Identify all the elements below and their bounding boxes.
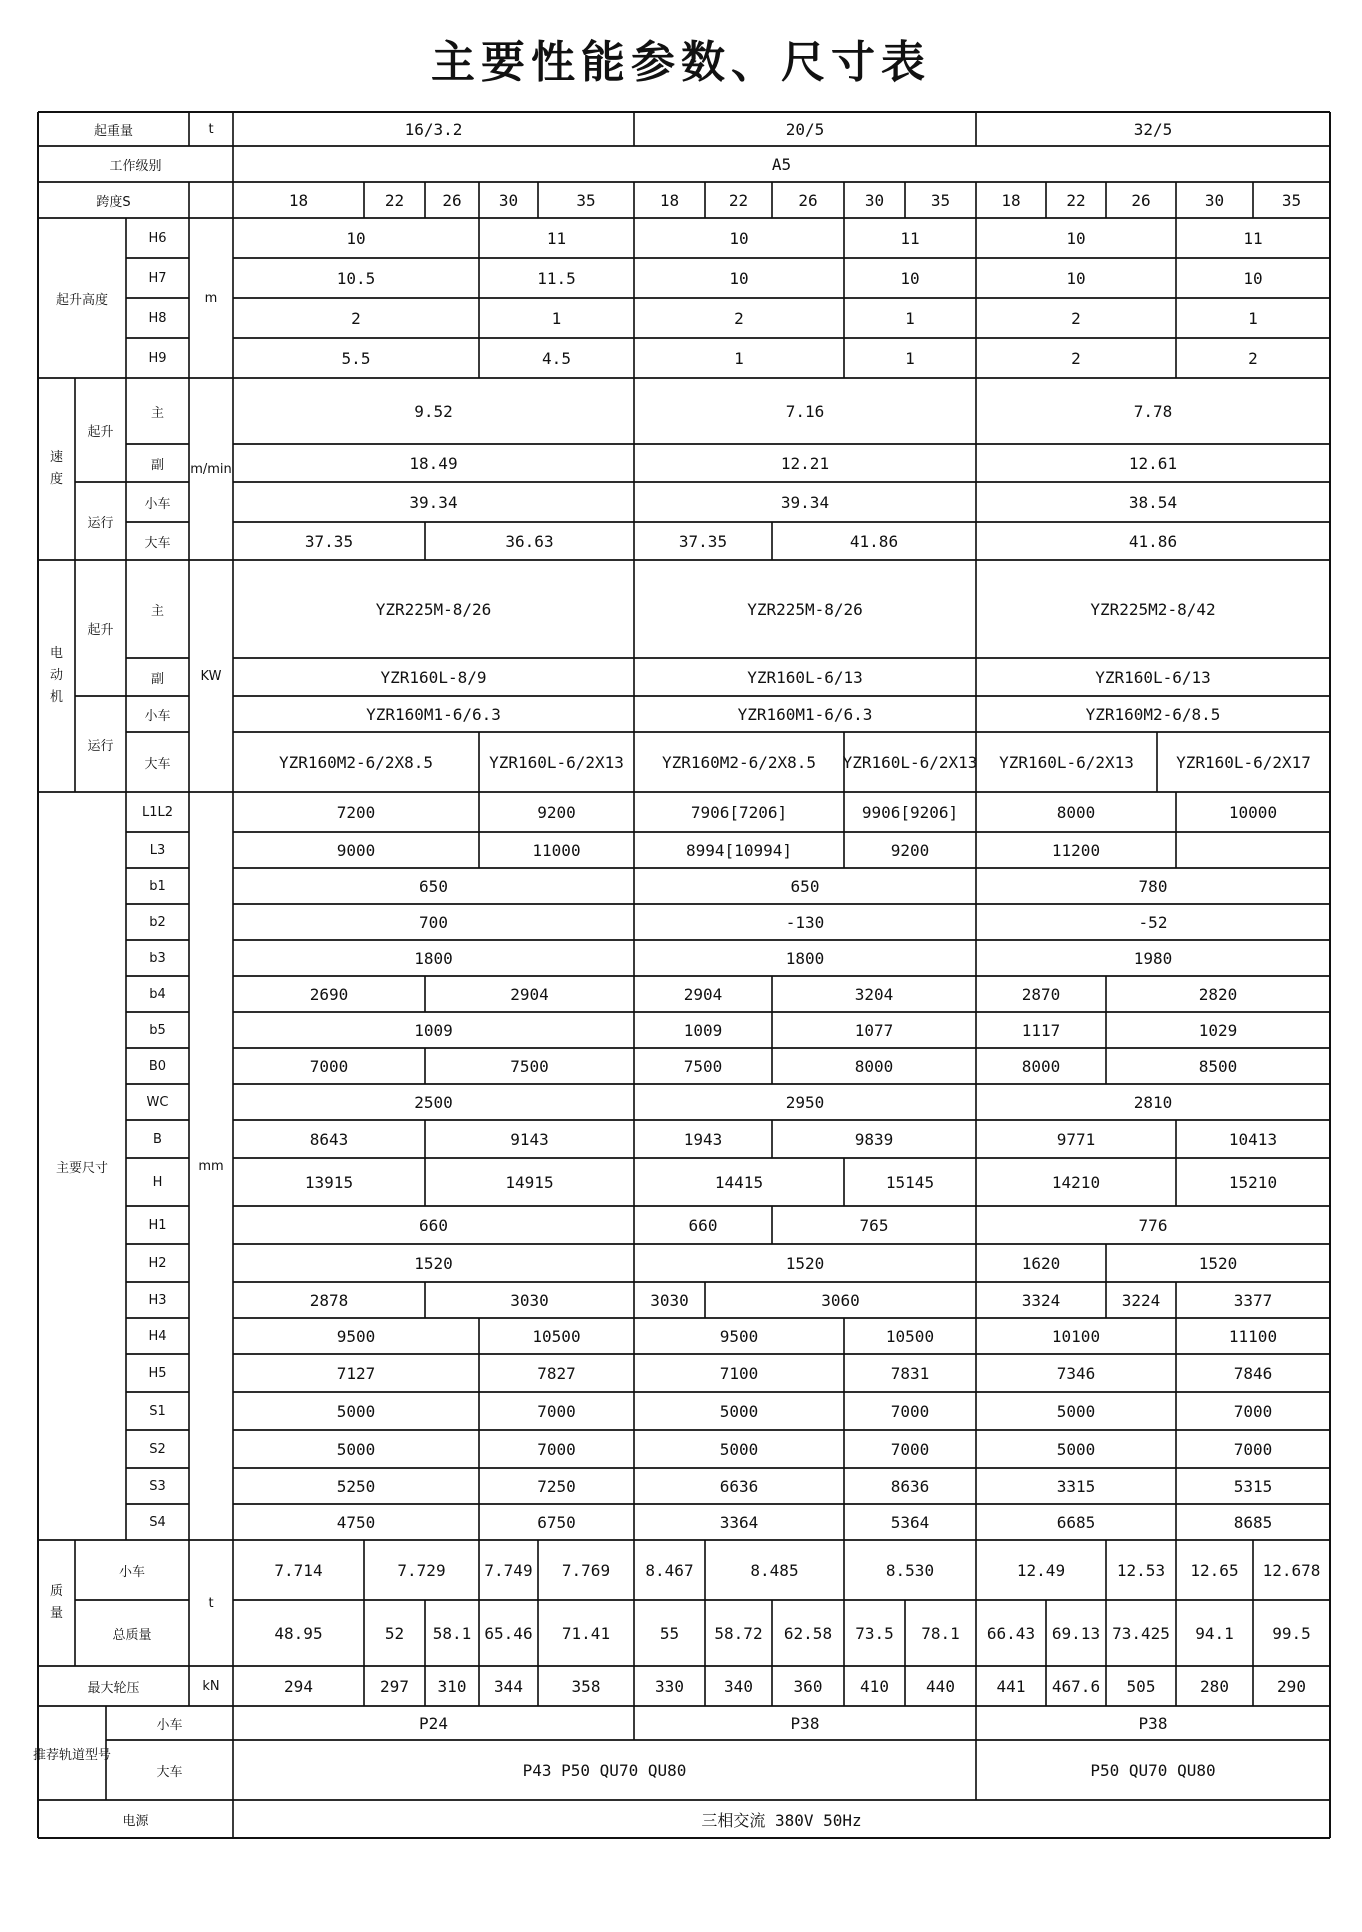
weight-total-value: 94.1 [1195, 1623, 1234, 1643]
wheel-load-unit: kN [202, 1678, 220, 1694]
dims-value: 1943 [683, 1129, 723, 1149]
lift-height-group-label: 起升高度 [55, 292, 108, 308]
speed-crane-value: 41.86 [849, 531, 899, 551]
dims-value: 5000 [336, 1401, 376, 1421]
weight-trolley-value: 7.729 [397, 1560, 446, 1580]
dims-row-label: S2 [149, 1441, 166, 1457]
weight-trolley-value: 8.467 [645, 1560, 694, 1580]
wheel-load-value: 467.6 [1051, 1676, 1101, 1696]
work-class-label: 工作级别 [109, 158, 162, 174]
motor-main-value: YZR225M-8/26 [747, 599, 863, 619]
motor-crane-value: YZR160M2-6/2X8.5 [278, 752, 434, 772]
dims-row-label: H4 [148, 1328, 167, 1344]
speed-crane-value: 37.35 [678, 531, 728, 551]
dims-row-label: H2 [148, 1255, 167, 1271]
weight-total-value: 78.1 [921, 1623, 960, 1643]
wheel-load-value: 294 [284, 1676, 313, 1696]
dims-value: 3377 [1233, 1290, 1273, 1310]
dims-value: 9000 [336, 840, 376, 860]
dims-value: 3204 [854, 984, 894, 1004]
weight-trolley-value: 12.49 [1016, 1560, 1066, 1580]
dims-value: 2820 [1198, 984, 1238, 1004]
dims-value: 1077 [854, 1020, 894, 1040]
lift-height-value: 1 [734, 348, 744, 368]
dims-row-label: H1 [148, 1217, 167, 1233]
weight-total-value: 58.1 [432, 1623, 472, 1643]
work-class-value: A5 [771, 154, 792, 174]
weight-total-label: 总质量 [112, 1627, 152, 1643]
lift-height-value: 1 [551, 308, 562, 328]
dims-value: 9839 [854, 1129, 894, 1149]
dims-value: 3364 [719, 1512, 759, 1532]
lift-height-row-label: H8 [148, 310, 167, 326]
wheel-load-value: 410 [860, 1676, 889, 1696]
dims-value: 7127 [336, 1363, 376, 1383]
page-title: 主要性能参数、尺寸表 [431, 37, 931, 88]
dims-value: 9200 [890, 840, 930, 860]
lift-height-value: 1 [905, 308, 915, 328]
speed-trolley-label: 小车 [144, 496, 171, 512]
weight-total-value: 99.5 [1272, 1623, 1311, 1643]
dims-value: 11000 [532, 840, 581, 860]
dims-value: 1520 [414, 1253, 453, 1273]
dims-value [1176, 832, 1330, 868]
dims-row-label: WC [146, 1094, 169, 1110]
dims-row-label: S1 [149, 1403, 166, 1419]
dims-value: 6636 [719, 1476, 759, 1496]
wheel-load-value: 330 [655, 1676, 684, 1696]
dims-value: -52 [1138, 912, 1168, 932]
dims-value: 5000 [719, 1439, 759, 1459]
lift-height-value: 10 [729, 228, 749, 248]
speed-trolley-value: 39.34 [409, 492, 458, 512]
motor-unit: KW [200, 668, 222, 684]
weight-total-value: 55 [659, 1623, 680, 1643]
motor-trolley-label: 小车 [144, 708, 171, 724]
dims-value: 7827 [537, 1363, 576, 1383]
dims-row-label: B [153, 1131, 162, 1147]
capacity-value: 32/5 [1133, 119, 1173, 139]
motor-group-label: 电动机 [49, 646, 63, 705]
speed-aux-value: 18.49 [409, 453, 458, 473]
dims-value: 1520 [785, 1253, 825, 1273]
dims-value: 10413 [1228, 1129, 1278, 1149]
dims-value: 14415 [714, 1172, 764, 1192]
rail-crane-value: P43 P50 QU70 QU80 [522, 1760, 687, 1780]
weight-trolley-value: 12.678 [1262, 1560, 1321, 1580]
weight-group-label: 质量 [49, 1584, 63, 1621]
weight-total-value: 48.95 [274, 1623, 323, 1643]
lift-height-unit: m [204, 290, 218, 306]
dims-value: 5250 [336, 1476, 376, 1496]
speed-aux-label: 副 [150, 457, 164, 473]
weight-total-value: 62.58 [783, 1623, 833, 1643]
weight-total-value: 66.43 [986, 1623, 1036, 1643]
span-value: 18 [1001, 190, 1021, 210]
speed-travel-label: 运行 [87, 515, 114, 531]
dims-value: 660 [688, 1215, 718, 1235]
motor-main-value: YZR225M2-8/42 [1090, 599, 1216, 619]
span-value: 22 [384, 190, 405, 210]
dims-row-label: L3 [149, 842, 166, 858]
dims-value: 2870 [1021, 984, 1061, 1004]
dims-value: -130 [785, 912, 825, 932]
lift-height-value: 2 [351, 308, 361, 328]
speed-main-value: 7.78 [1133, 401, 1173, 421]
span-value: 18 [288, 190, 309, 210]
dims-row-label: S4 [149, 1514, 166, 1530]
dims-row-label: B0 [148, 1058, 167, 1074]
dims-value: 1620 [1021, 1253, 1061, 1273]
lift-height-value: 10 [1066, 228, 1086, 248]
dims-value: 8000 [1021, 1056, 1061, 1076]
dims-value: 7500 [683, 1056, 723, 1076]
wheel-load-value: 297 [380, 1676, 409, 1696]
weight-trolley-value: 12.65 [1190, 1560, 1239, 1580]
dims-row-label: b5 [149, 1022, 166, 1038]
dims-value: 1980 [1133, 948, 1173, 968]
dims-value: 3315 [1056, 1476, 1096, 1496]
motor-main-value: YZR225M-8/26 [375, 599, 492, 619]
dims-value: 5000 [1056, 1439, 1096, 1459]
lift-height-value: 1 [1248, 308, 1258, 328]
speed-main-value: 7.16 [785, 401, 825, 421]
motor-trolley-value: YZR160M1-6/6.3 [366, 704, 501, 724]
dims-value: 765 [859, 1215, 889, 1235]
dims-value: 3224 [1121, 1290, 1161, 1310]
dims-value: 5000 [336, 1439, 376, 1459]
dims-value: 776 [1138, 1215, 1168, 1235]
rail-crane-value: P50 QU70 QU80 [1090, 1760, 1216, 1780]
dims-value: 1029 [1198, 1020, 1238, 1040]
wheel-load-value: 344 [494, 1676, 523, 1696]
motor-crane-value: YZR160L-6/2X13 [489, 752, 624, 772]
speed-hoist-label: 起升 [87, 424, 114, 440]
capacity-unit: t [208, 121, 214, 137]
motor-aux-value: YZR160L-8/9 [380, 667, 487, 687]
dims-value: 11100 [1228, 1326, 1278, 1346]
lift-height-value: 11 [546, 228, 567, 248]
dims-value: 10500 [885, 1326, 935, 1346]
wheel-load-value: 440 [926, 1676, 955, 1696]
motor-main-label: 主 [150, 603, 164, 619]
speed-trolley-value: 39.34 [780, 492, 830, 512]
weight-trolley-value: 8.530 [885, 1560, 935, 1580]
lift-height-value: 10 [1066, 268, 1086, 288]
dims-value: 7831 [890, 1363, 930, 1383]
dims-row-label: H5 [148, 1365, 167, 1381]
dims-value: 4750 [336, 1512, 376, 1532]
speed-crane-value: 37.35 [304, 531, 354, 551]
dims-row-label: b4 [149, 986, 166, 1002]
rail-trolley-value: P38 [1138, 1713, 1168, 1733]
dims-value: 10000 [1228, 802, 1278, 822]
dims-value: 7000 [537, 1439, 576, 1459]
weight-total-value: 69.13 [1051, 1623, 1101, 1643]
dims-value: 7000 [1233, 1439, 1273, 1459]
span-value: 26 [1131, 190, 1151, 210]
dims-value: 8643 [309, 1129, 349, 1149]
lift-height-value: 10 [900, 268, 920, 288]
power-label: 电源 [122, 1813, 149, 1829]
span-value: 30 [498, 190, 519, 210]
lift-height-value: 10.5 [336, 268, 376, 288]
speed-main-label: 主 [150, 405, 164, 421]
dims-row-label: H3 [148, 1292, 167, 1308]
dims-value: 7000 [537, 1401, 576, 1421]
dims-value: 9500 [719, 1326, 759, 1346]
wheel-load-value: 505 [1126, 1676, 1156, 1696]
dims-value: 650 [419, 876, 448, 896]
speed-group-label: 速度 [49, 450, 63, 487]
speed-trolley-value: 38.54 [1128, 492, 1178, 512]
capacity-value: 16/3.2 [404, 119, 463, 139]
span-label: 跨度S [96, 194, 131, 210]
lift-height-value: 4.5 [542, 348, 571, 368]
weight-trolley-value: 7.749 [484, 1560, 533, 1580]
lift-height-value: 2 [1071, 308, 1081, 328]
motor-aux-value: YZR160L-6/13 [1095, 667, 1211, 687]
rail-trolley-value: P38 [790, 1713, 820, 1733]
dims-value: 2950 [785, 1092, 825, 1112]
span-value: 35 [930, 190, 951, 210]
wheel-load-value: 280 [1200, 1676, 1229, 1696]
dims-value: 6685 [1056, 1512, 1096, 1532]
dims-value: 7906[7206] [690, 802, 788, 822]
weight-trolley-value: 7.714 [274, 1560, 323, 1580]
dims-value: 7846 [1233, 1363, 1273, 1383]
lift-height-value: 10 [729, 268, 749, 288]
lift-height-value: 10 [346, 228, 366, 248]
dims-value: 14915 [505, 1172, 554, 1192]
dims-value: 8685 [1233, 1512, 1273, 1532]
dims-value: 9500 [336, 1326, 376, 1346]
dims-value: 2810 [1133, 1092, 1173, 1112]
capacity-label: 起重量 [93, 123, 133, 139]
motor-trolley-value: YZR160M1-6/6.3 [737, 704, 873, 724]
lift-height-value: 5.5 [341, 348, 371, 368]
speed-aux-value: 12.61 [1128, 453, 1178, 473]
dims-value: 2904 [683, 984, 723, 1004]
rail-trolley-label: 小车 [156, 1717, 183, 1733]
dims-value: 7500 [510, 1056, 549, 1076]
dims-value: 8500 [1198, 1056, 1238, 1076]
motor-crane-value: YZR160L-6/2X17 [1176, 752, 1311, 772]
dims-value: 1009 [683, 1020, 723, 1040]
dims-value: 5364 [890, 1512, 930, 1532]
dims-value: 8994[10994] [686, 840, 792, 860]
dims-value: 7250 [537, 1476, 576, 1496]
dims-value: 9143 [510, 1129, 549, 1149]
span-value: 30 [864, 190, 885, 210]
dims-value: 7346 [1056, 1363, 1096, 1383]
speed-aux-value: 12.21 [780, 453, 830, 473]
dims-value: 1009 [414, 1020, 453, 1040]
dims-value: 3030 [510, 1290, 549, 1310]
motor-crane-label: 大车 [144, 756, 171, 772]
dims-value: 3060 [821, 1290, 860, 1310]
power-value: 三相交流 380V 50Hz [701, 1810, 862, 1830]
lift-height-value: 2 [1248, 348, 1258, 368]
dims-row-label: L1L2 [141, 804, 174, 820]
lift-height-value: 11 [1243, 228, 1263, 248]
lift-height-value: 1 [905, 348, 915, 368]
weight-trolley-value: 12.53 [1116, 1560, 1166, 1580]
dims-value: 2500 [414, 1092, 453, 1112]
wheel-load-value: 360 [793, 1676, 823, 1696]
span-value: 26 [798, 190, 818, 210]
dims-value: 7200 [336, 802, 376, 822]
dims-value: 7100 [719, 1363, 759, 1383]
dims-value: 14210 [1051, 1172, 1101, 1192]
weight-total-value: 71.41 [561, 1623, 611, 1643]
weight-total-value: 73.5 [855, 1623, 894, 1643]
dims-value: 2878 [309, 1290, 349, 1310]
motor-hoist-label: 起升 [87, 622, 114, 638]
span-value: 35 [576, 190, 596, 210]
weight-trolley-value: 7.769 [561, 1560, 611, 1580]
lift-height-value: 10 [1243, 268, 1263, 288]
dims-row-label: H [152, 1174, 163, 1190]
dims-value: 10100 [1051, 1326, 1101, 1346]
dims-value: 9906[9206] [861, 802, 959, 822]
span-value: 18 [659, 190, 680, 210]
dims-value: 3324 [1021, 1290, 1061, 1310]
dims-value: 8000 [854, 1056, 894, 1076]
dims-value: 10500 [532, 1326, 581, 1346]
dims-value: 1800 [414, 948, 453, 968]
speed-crane-value: 36.63 [505, 531, 554, 551]
dims-value: 9200 [537, 802, 576, 822]
dims-row-label: b3 [149, 950, 166, 966]
rail-group-label: 推荐轨道型号 [33, 1747, 112, 1763]
spec-table [33, 112, 1330, 1920]
lift-height-row-label: H9 [148, 350, 167, 366]
dims-value: 6750 [537, 1512, 576, 1532]
weight-total-value: 52 [384, 1623, 405, 1643]
motor-crane-value: YZR160L-6/2X13 [842, 752, 978, 772]
dims-value: 3030 [650, 1290, 689, 1310]
wheel-load-value: 340 [724, 1676, 753, 1696]
dims-row-label: b2 [149, 914, 166, 930]
span-value: 30 [1204, 190, 1225, 210]
dims-value: 1800 [785, 948, 825, 968]
motor-trolley-value: YZR160M2-6/8.5 [1085, 704, 1221, 724]
motor-travel-label: 运行 [87, 738, 114, 754]
dims-value: 15210 [1228, 1172, 1278, 1192]
dims-value: 7000 [1233, 1401, 1273, 1421]
dims-value: 2690 [309, 984, 349, 1004]
wheel-load-value: 290 [1277, 1676, 1306, 1696]
speed-unit: m/min [190, 461, 232, 477]
wheel-load-label: 最大轮压 [87, 1680, 140, 1696]
dims-value: 2904 [510, 984, 549, 1004]
dims-value: 780 [1138, 876, 1168, 896]
lift-height-value: 11 [900, 228, 920, 248]
lift-height-row-label: H7 [148, 270, 167, 286]
lift-height-row-label: H6 [148, 230, 167, 246]
dims-value: 15145 [885, 1172, 935, 1192]
weight-total-value: 65.46 [484, 1623, 533, 1643]
motor-crane-value: YZR160M2-6/2X8.5 [661, 752, 817, 772]
span-value: 22 [1066, 190, 1086, 210]
dims-value: 9771 [1056, 1129, 1096, 1149]
wheel-load-value: 310 [437, 1676, 467, 1696]
dims-value: 5000 [719, 1401, 759, 1421]
span-value: 22 [728, 190, 749, 210]
rail-trolley-value: P24 [419, 1713, 448, 1733]
dims-value: 650 [790, 876, 820, 896]
dims-value: 8000 [1056, 802, 1096, 822]
dims-unit: mm [198, 1158, 224, 1174]
speed-main-value: 9.52 [414, 401, 453, 421]
dims-value: 5000 [1056, 1401, 1096, 1421]
span-value: 35 [1281, 190, 1302, 210]
capacity-value: 20/5 [785, 119, 825, 139]
dims-value: 660 [419, 1215, 448, 1235]
lift-height-value: 2 [734, 308, 744, 328]
dims-value: 13915 [304, 1172, 354, 1192]
dims-value: 1520 [1198, 1253, 1238, 1273]
dims-value: 1117 [1021, 1020, 1061, 1040]
motor-crane-value: YZR160L-6/2X13 [999, 752, 1134, 772]
dims-row-label: S3 [149, 1478, 166, 1494]
rail-crane-label: 大车 [156, 1764, 183, 1780]
weight-total-value: 58.72 [714, 1623, 763, 1643]
dims-value: 11200 [1051, 840, 1101, 860]
dims-value: 7000 [890, 1401, 930, 1421]
dims-group-label: 主要尺寸 [55, 1160, 108, 1176]
speed-crane-value: 41.86 [1128, 531, 1178, 551]
speed-crane-label: 大车 [144, 535, 171, 551]
dims-value: 5315 [1233, 1476, 1273, 1496]
weight-total-value: 73.425 [1112, 1623, 1170, 1643]
weight-trolley-value: 8.485 [750, 1560, 799, 1580]
span-value: 26 [442, 190, 462, 210]
dims-value: 8636 [890, 1476, 930, 1496]
dims-row-label: b1 [149, 878, 166, 894]
weight-unit: t [208, 1595, 214, 1611]
dims-value: 700 [419, 912, 448, 932]
dims-value: 7000 [309, 1056, 349, 1076]
weight-trolley-label: 小车 [118, 1564, 145, 1580]
wheel-load-value: 358 [571, 1676, 601, 1696]
lift-height-value: 11.5 [537, 268, 576, 288]
lift-height-value: 2 [1071, 348, 1081, 368]
motor-aux-label: 副 [150, 671, 164, 687]
motor-aux-value: YZR160L-6/13 [747, 667, 863, 687]
wheel-load-value: 441 [996, 1676, 1026, 1696]
dims-value: 7000 [890, 1439, 930, 1459]
